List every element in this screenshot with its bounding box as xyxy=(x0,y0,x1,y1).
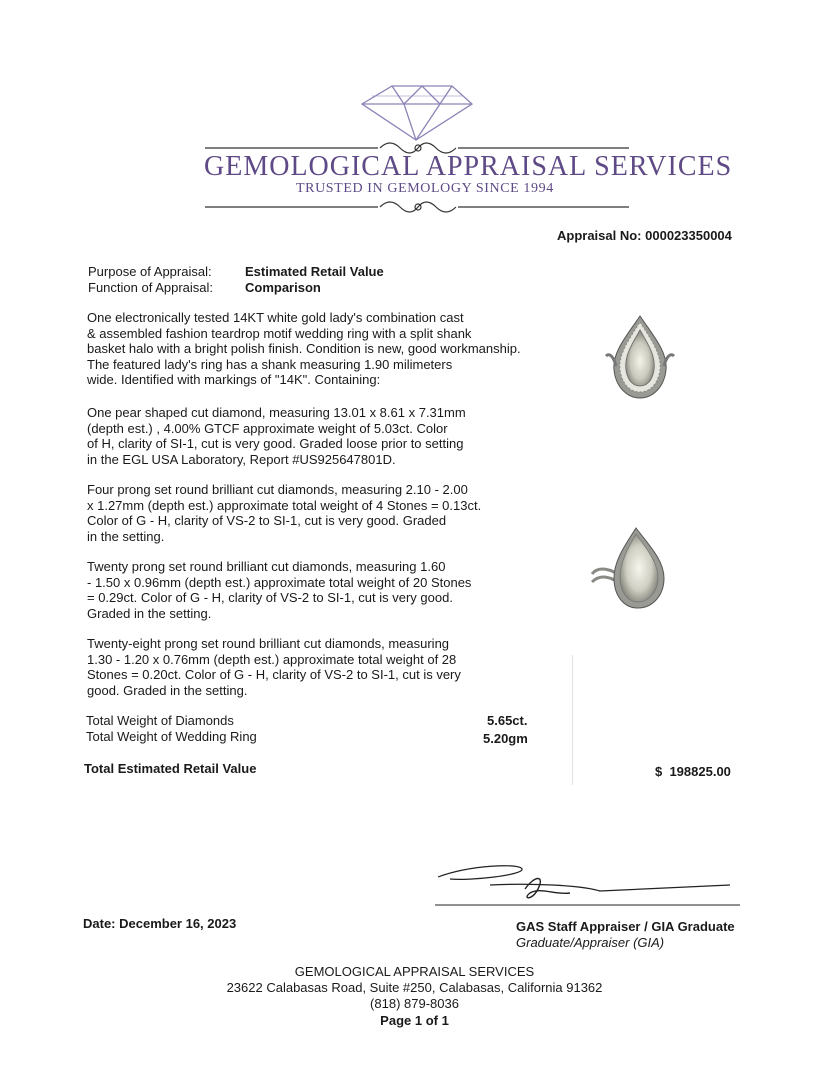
stone-description-2: Four prong set round brilliant cut diamonds, measuring 2.10 - 2.00 x 1.27mm (depth est.) approximate total weight of 4 Stones = 0.13ct. Color of G - H, clarity of VS-2 to SI-1, cut is very good. Graded in the setting. xyxy=(87,482,482,544)
total-retail-label: Total Estimated Retail Value xyxy=(84,761,257,776)
item-description: One electronically tested 14KT white gold lady's combination cast & assembled fashion teardrop motif wedding ring with a split shank basket halo with a bright polish finish. Condition is new, good workmanship. The featured lady's ring has a shank measuring 1.90 milimeters wide. Identified with markings of "14K". Containing: xyxy=(87,310,521,387)
bottom-flourish xyxy=(205,202,629,212)
stone-description-1: One pear shaped cut diamond, measuring 13.01 x 8.61 x 7.31mm (depth est.) , 4.00% GTCF approximate weight of 5.03ct. Color of H, clarity of SI-1, cut is very good. Graded loose prior to setting in the EGL USA Laboratory, Report #US925647801D. xyxy=(87,405,466,467)
total-ring-label: Total Weight of Wedding Ring xyxy=(86,729,257,744)
company-name: GEMOLOGICAL APPRAISAL SERVICES xyxy=(204,151,733,182)
total-retail-value: $ 198825.00 xyxy=(655,764,731,779)
purpose-value: Estimated Retail Value xyxy=(245,264,384,279)
footer-address: 23622 Calabasas Road, Suite #250, Calabasas, California 91362 xyxy=(226,980,603,995)
total-diamonds-value: 5.65ct. xyxy=(487,713,528,728)
function-value: Comparison xyxy=(245,280,321,295)
total-diamonds-label: Total Weight of Diamonds xyxy=(86,713,234,728)
appraiser-subtitle: Graduate/Appraiser (GIA) xyxy=(516,935,665,950)
company-tagline: TRUSTED IN GEMOLOGY SINCE 1994 xyxy=(296,181,554,196)
diamond-icon xyxy=(362,86,472,140)
ring-photo-top xyxy=(600,312,680,402)
divider-line xyxy=(572,655,573,785)
ring-photo-side xyxy=(588,524,680,616)
footer-company: GEMOLOGICAL APPRAISAL SERVICES xyxy=(294,964,535,979)
function-label: Function of Appraisal: xyxy=(88,280,214,295)
appraisal-date: Date: December 16, 2023 xyxy=(83,916,237,931)
appraiser-signature xyxy=(430,855,750,915)
appraiser-title: GAS Staff Appraiser / GIA Graduate xyxy=(516,919,735,934)
page-number: Page 1 of 1 xyxy=(380,1013,449,1028)
footer-phone: (818) 879-8036 xyxy=(370,996,459,1011)
purpose-label: Purpose of Appraisal: xyxy=(88,264,212,279)
appraisal-number: Appraisal No: 000023350004 xyxy=(557,228,732,243)
total-ring-value: 5.20gm xyxy=(483,731,528,746)
stone-description-3: Twenty prong set round brilliant cut diamonds, measuring 1.60 - 1.50 x 0.96mm (depth est.) approximate total weight of 20 Stones = 0.29ct. Color of G - H, clarity of VS-2 to SI-1, cut is very good. Graded in the setting. xyxy=(87,559,472,621)
stone-description-4: Twenty-eight prong set round brilliant cut diamonds, measuring 1.30 - 1.20 x 0.76mm (depth est.) approximate total weight of 28 Stones = 0.20ct. Color of G - H, clarity of VS-2 to SI-1, cut is very good. Graded in the setting. xyxy=(87,636,461,698)
